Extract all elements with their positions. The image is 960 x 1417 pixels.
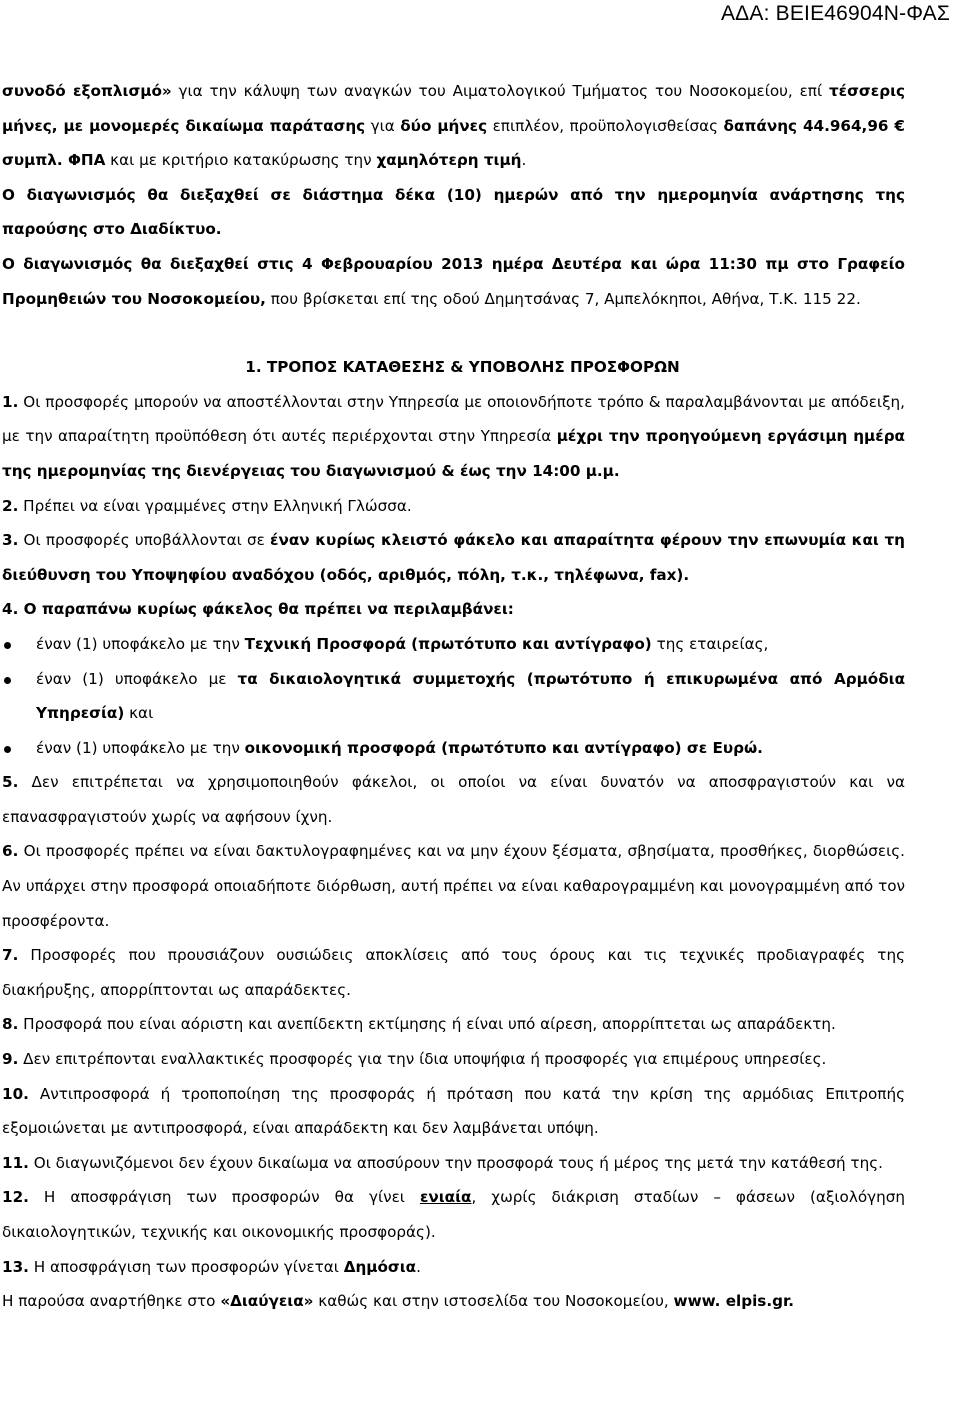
- text: και με κριτήριο κατακύρωσης την: [105, 151, 377, 170]
- bold-text: Τεχνική Προσφορά (πρωτότυπο και αντίγραφο): [244, 634, 652, 653]
- item-6: [2, 834, 905, 938]
- item-2: [2, 489, 905, 524]
- bold-text: τα δικαιολογητικά συμμετοχής (πρωτότυπο ή επικυρωμένα από Αρμόδια Υπηρεσία): [36, 669, 906, 723]
- bold-text: Δημόσια: [343, 1257, 417, 1276]
- item-9: [2, 1042, 905, 1077]
- item-number: 12.: [2, 1188, 29, 1207]
- text: .: [416, 1257, 421, 1276]
- section-heading: 1. ΤΡΟΠΟΣ ΚΑΤΑΘΕΣΗΣ & ΥΠΟΒΟΛΗΣ ΠΡΟΣΦΟΡΩΝ: [245, 358, 680, 377]
- item-number: 10.: [2, 1084, 29, 1103]
- envelope-list: [2, 627, 905, 765]
- text: Οι προσφορές υποβάλλονται σε: [18, 531, 271, 550]
- text: .: [521, 151, 527, 170]
- item-number: 1.: [2, 392, 19, 411]
- item-5: [2, 765, 905, 834]
- item-number: 13.: [2, 1257, 29, 1276]
- text: Προσφορά που είναι αόριστη και ανεπίδεκτη εκτίμησης ή είναι υπό αίρεση, απορρίπτεται ως απαράδεκτη.: [18, 1015, 836, 1034]
- text: Οι προσφορές μπορούν να αποστέλλονται στην Υπηρεσία με οποιονδήποτε τρόπο & παραλαμβάνονται με απόδειξη, με την απαραίτητη προϋπόθεση ότι αυτές περιέρχονται στην Υπηρεσία: [2, 392, 905, 446]
- bold-text: μέχρι την προηγούμενη εργάσιμη ημέρα της ημερομηνίας της διενέργειας του διαγωνισμού & έως την 14:00 μ.μ.: [2, 427, 905, 480]
- bold-text: χαμηλότερη τιμή: [376, 151, 522, 170]
- bold-text: τέσσερις μήνες, με μονομερές δικαίωμα παράτασης: [2, 82, 905, 135]
- intro-paragraph-3: [2, 247, 905, 316]
- text: της εταιρείας,: [651, 634, 769, 653]
- item-7: [2, 938, 905, 1007]
- ada-code: ΑΔΑ: ΒΕΙΕ46904Ν-ΦΑΣ: [720, 2, 950, 25]
- item-number: 8.: [2, 1015, 19, 1034]
- item-10: [2, 1077, 905, 1146]
- bullet-icon: [4, 746, 11, 753]
- text: Πρέπει να είναι γραμμένες στην Ελληνική Γλώσσα.: [18, 496, 412, 515]
- text: Οι διαγωνιζόμενοι δεν έχουν δικαίωμα να αποσύρουν την προσφορά τους ή μέρος της μετά την κατάθεσή της.: [28, 1153, 883, 1172]
- item-number: 5.: [2, 773, 19, 792]
- text: για την κάλυψη των αναγκών του Αιματολογικού Τμήματος του Νοσοκομείου, επί: [171, 82, 829, 100]
- item-13: [2, 1250, 905, 1285]
- item-number: 2.: [2, 496, 19, 515]
- bold-text: οικονομική προσφορά (πρωτότυπο και αντίγραφο) σε Ευρώ.: [244, 738, 763, 757]
- item-8: [2, 1007, 905, 1042]
- text: Δεν επιτρέπονται εναλλακτικές προσφορές για την ίδια υποψήφια ή προσφορές για επιμέρους υπηρεσίες.: [18, 1050, 827, 1069]
- item-11: [2, 1146, 905, 1181]
- text: επιπλέον, προϋπολογισθείσας: [487, 116, 724, 135]
- text: , χωρίς διάκριση σταδίων – φάσεων (αξιολόγηση δικαιολογητικών, τεχνικής και οικονομικής προσφοράς).: [2, 1188, 905, 1241]
- text: καθώς και στην ιστοσελίδα του Νοσοκομείου,: [313, 1292, 674, 1311]
- item-1: [2, 385, 905, 489]
- item-number: 6.: [2, 842, 19, 861]
- item-number: 3.: [2, 531, 19, 550]
- text: Η αποσφράγιση των προσφορών θα γίνει: [28, 1188, 420, 1207]
- text: για: [365, 116, 401, 135]
- text: Αντιπροσφορά ή τροποποίηση της προσφοράς ή πρόταση που κατά την κρίση της αρμόδιας Επιτροπής εξομοιώνεται με αντιπροσφορά, είναι απαράδεκτη και δεν λαμβάνεται υπόψη.: [2, 1084, 905, 1138]
- footer-line: [2, 1284, 905, 1319]
- bold-text: δύο μήνες: [400, 116, 488, 135]
- item-3: [2, 523, 905, 592]
- intro-paragraph-2: [2, 178, 905, 247]
- text: έναν (1) υποφάκελο με: [36, 669, 238, 688]
- website-link[interactable]: www. elpis.gr.: [673, 1292, 795, 1311]
- bold-text: συνοδό εξοπλισμό»: [2, 82, 172, 100]
- document-body: [2, 74, 905, 1319]
- item-number: 7.: [2, 946, 19, 965]
- bold-text: Ο διαγωνισμός θα διεξαχθεί στις 4 Φεβρουαρίου 2013 ημέρα Δευτέρα και ώρα 11:30 πμ στο Γραφείο Προμηθειών του Νοσοκομείου,: [2, 254, 905, 308]
- list-item: [2, 662, 905, 731]
- bullet-icon: [4, 677, 11, 684]
- bullet-icon: [4, 642, 11, 649]
- text: και: [124, 704, 154, 723]
- item-4: [2, 592, 905, 627]
- bold-text: δαπάνης 44.964,96 € συμπλ. ΦΠΑ: [2, 116, 905, 170]
- text: που βρίσκεται επί της οδού Δημητσάνας 7, Αμπελόκηποι, Αθήνα, Τ.Κ. 115 22.: [265, 289, 861, 308]
- intro-paragraph-1: [2, 74, 905, 178]
- item-number: 11.: [2, 1153, 29, 1172]
- text: Προσφορές που προυσιάζουν ουσιώδεις αποκλίσεις από τους όρους και τις τεχνικές προδιαγραφές της διακήρυξης, απορρίπτονται ως απαράδεκτες.: [2, 946, 905, 999]
- underlined-text: ενιαία: [419, 1188, 472, 1207]
- item-number: 9.: [2, 1050, 19, 1069]
- text: Η αποσφράγιση των προσφορών γίνεται: [28, 1257, 344, 1276]
- item-12: [2, 1180, 905, 1249]
- bold-text: 4. Ο παραπάνω κυρίως φάκελος θα πρέπει να περιλαμβάνει:: [2, 600, 514, 619]
- bold-text: Ο διαγωνισμός θα διεξαχθεί σε διάστημα δέκα (10) ημερών από την ημερομηνία ανάρτησης της παρούσης στο Διαδίκτυο.: [2, 185, 905, 239]
- bold-text: «Διαύγεια»: [220, 1292, 314, 1311]
- bold-text: έναν κυρίως κλειστό φάκελο και απαραίτητα φέρουν την επωνυμία και τη διεύθυνση του Υποψηφίου αναδόχου (οδός, αριθμός, πόλη, τ.κ., τηλέφωνα, fax).: [2, 531, 905, 584]
- text: Δεν επιτρέπεται να χρησιμοποιηθούν φάκελοι, οι οποίοι να είναι δυνατόν να αποσφραγιστούν και να επανασφραγιστούν χωρίς να αφήσουν ίχνη.: [2, 773, 905, 826]
- text: έναν (1) υποφάκελο με την: [36, 634, 245, 653]
- text: Οι προσφορές πρέπει να είναι δακτυλογραφημένες και να μην έχουν ξέσματα, σβησίματα, προσθήκες, διορθώσεις. Αν υπάρχει στην προσφορά οποιαδήποτε διόρθωση, αυτή πρέπει να είναι καθαρογραμμένη και μονογραμμένη από τον προσφέροντα.: [2, 842, 905, 930]
- list-item: [2, 731, 905, 766]
- list-item: [2, 627, 905, 662]
- text: έναν (1) υποφάκελο με την: [36, 738, 245, 757]
- text: Η παρούσα αναρτήθηκε στο: [2, 1292, 221, 1311]
